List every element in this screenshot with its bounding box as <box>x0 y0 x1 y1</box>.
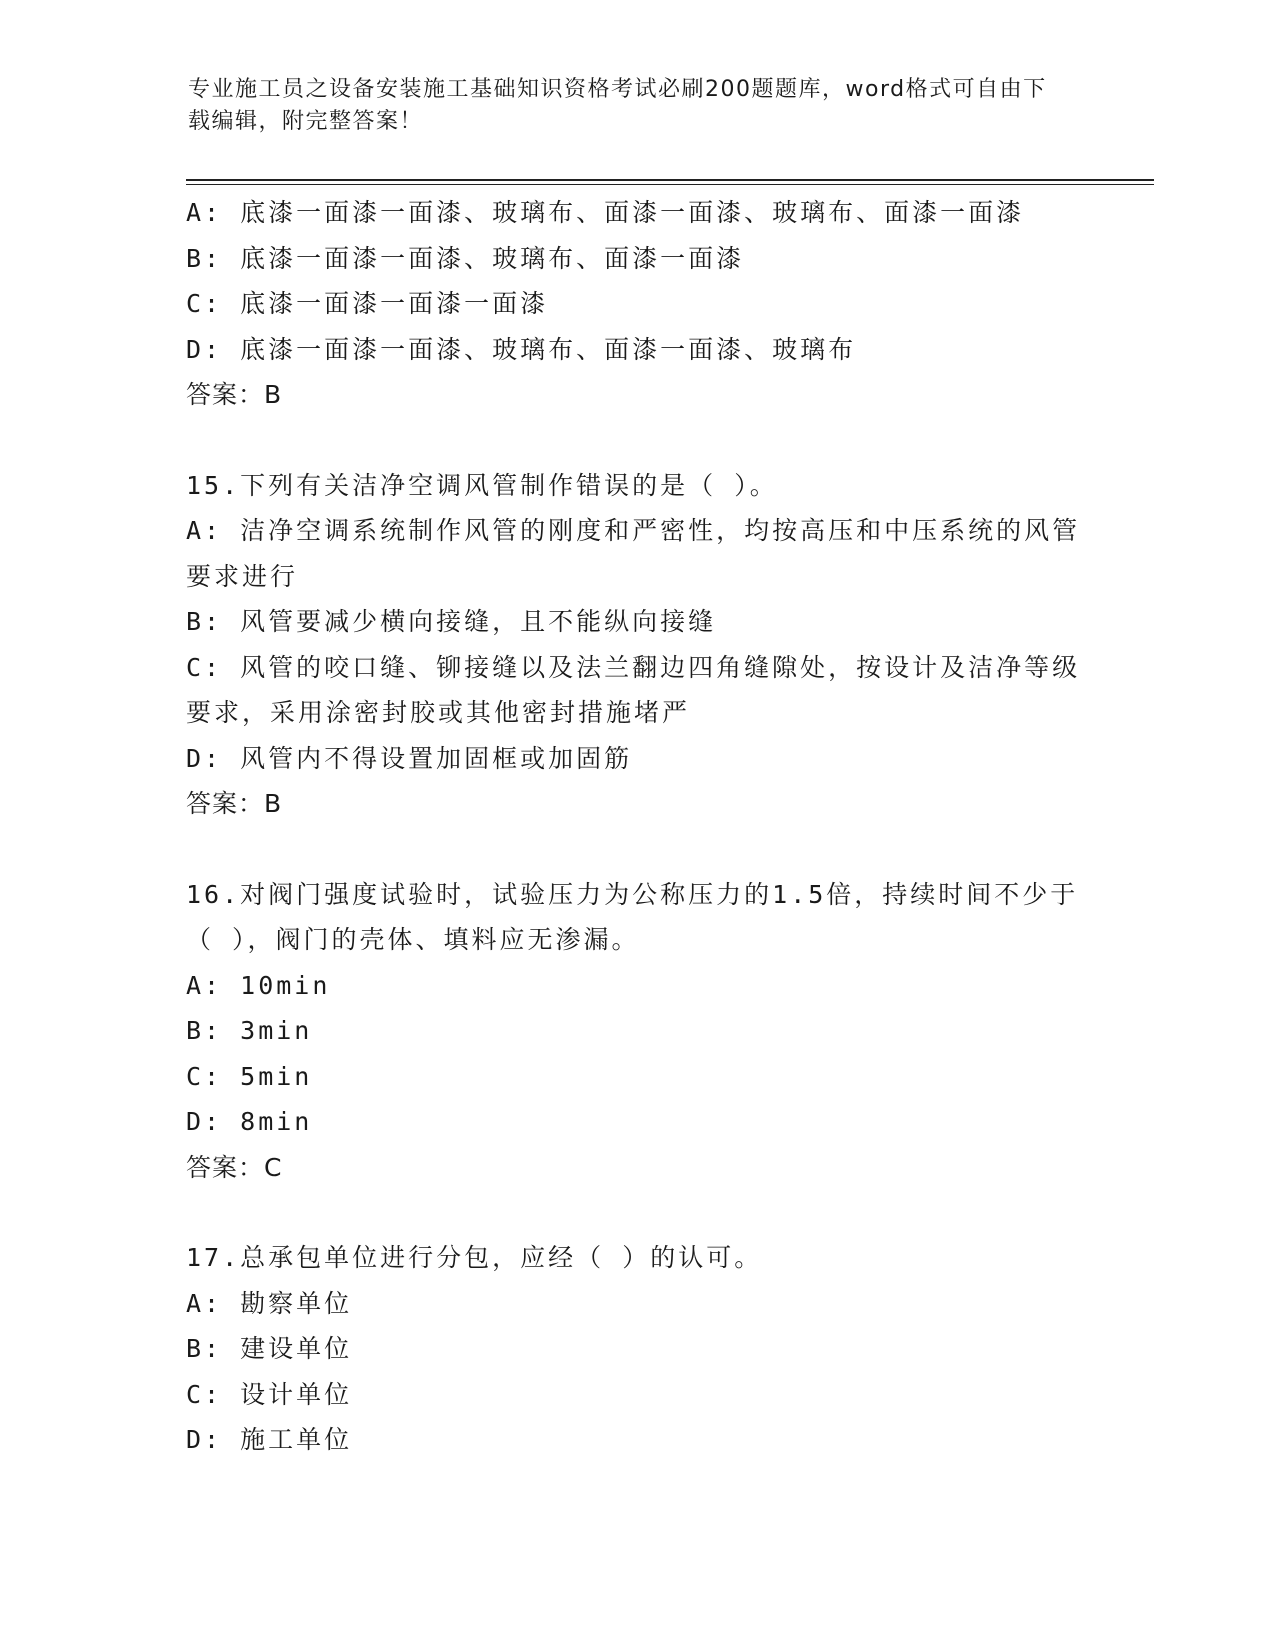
option-c: C: 风管的咬口缝、铆接缝以及法兰翻边四角缝隙处，按设计及洁净等级要求，采用涂密封胶或其他密封措施堵严 <box>186 652 1081 727</box>
option-d: D: 施工单位 <box>186 1425 353 1454</box>
spacer <box>186 418 1086 463</box>
option-d: D: 8min <box>186 1107 313 1136</box>
question-stem: 17.总承包单位进行分包，应经（ ）的认可。 <box>186 1243 763 1272</box>
option-c: C: 设计单位 <box>186 1379 353 1409</box>
question-16 <box>186 872 1086 1191</box>
question-15 <box>186 463 1086 827</box>
header-divider <box>186 179 1154 185</box>
option-c: C: 底漆一面漆一面漆一面漆 <box>186 289 549 318</box>
option-b: B: 3min <box>186 1016 313 1045</box>
option-a: A: 勘察单位 <box>186 1288 353 1318</box>
spacer <box>186 827 1086 872</box>
answer: 答案：B <box>186 789 283 818</box>
question-stem: 16.对阀门强度试验时，试验压力为公称压力的1.5倍，持续时间不少于（ ），阀门的壳体、填料应无渗漏。 <box>186 879 1079 954</box>
question-14-tail <box>186 190 1086 418</box>
option-b: B: 风管要减少横向接缝，且不能纵向接缝 <box>186 607 717 636</box>
spacer <box>186 1190 1086 1235</box>
answer: 答案：B <box>186 380 283 409</box>
option-b: B: 建设单位 <box>186 1334 353 1363</box>
document-header: 专业施工员之设备安装施工基础知识资格考试必刷200题题库，word格式可自由下载编辑，附完整答案！ <box>188 77 1047 134</box>
option-c: C: 5min <box>186 1061 313 1091</box>
document-body <box>186 190 1086 1463</box>
option-b: B: 底漆一面漆一面漆、玻璃布、面漆一面漆 <box>186 243 745 273</box>
option-a: A: 10min <box>186 970 331 1000</box>
option-a: A: 底漆一面漆一面漆、玻璃布、面漆一面漆、玻璃布、面漆一面漆 <box>186 198 1025 227</box>
option-a: A: 洁净空调系统制作风管的刚度和严密性，均按高压和中压系统的风管要求进行 <box>186 516 1081 591</box>
answer: 答案：C <box>186 1152 283 1182</box>
option-d: D: 风管内不得设置加固框或加固筋 <box>186 743 633 773</box>
question-stem: 15.下列有关洁净空调风管制作错误的是（ ）。 <box>186 470 778 500</box>
option-d: D: 底漆一面漆一面漆、玻璃布、面漆一面漆、玻璃布 <box>186 334 857 364</box>
question-17 <box>186 1235 1086 1463</box>
